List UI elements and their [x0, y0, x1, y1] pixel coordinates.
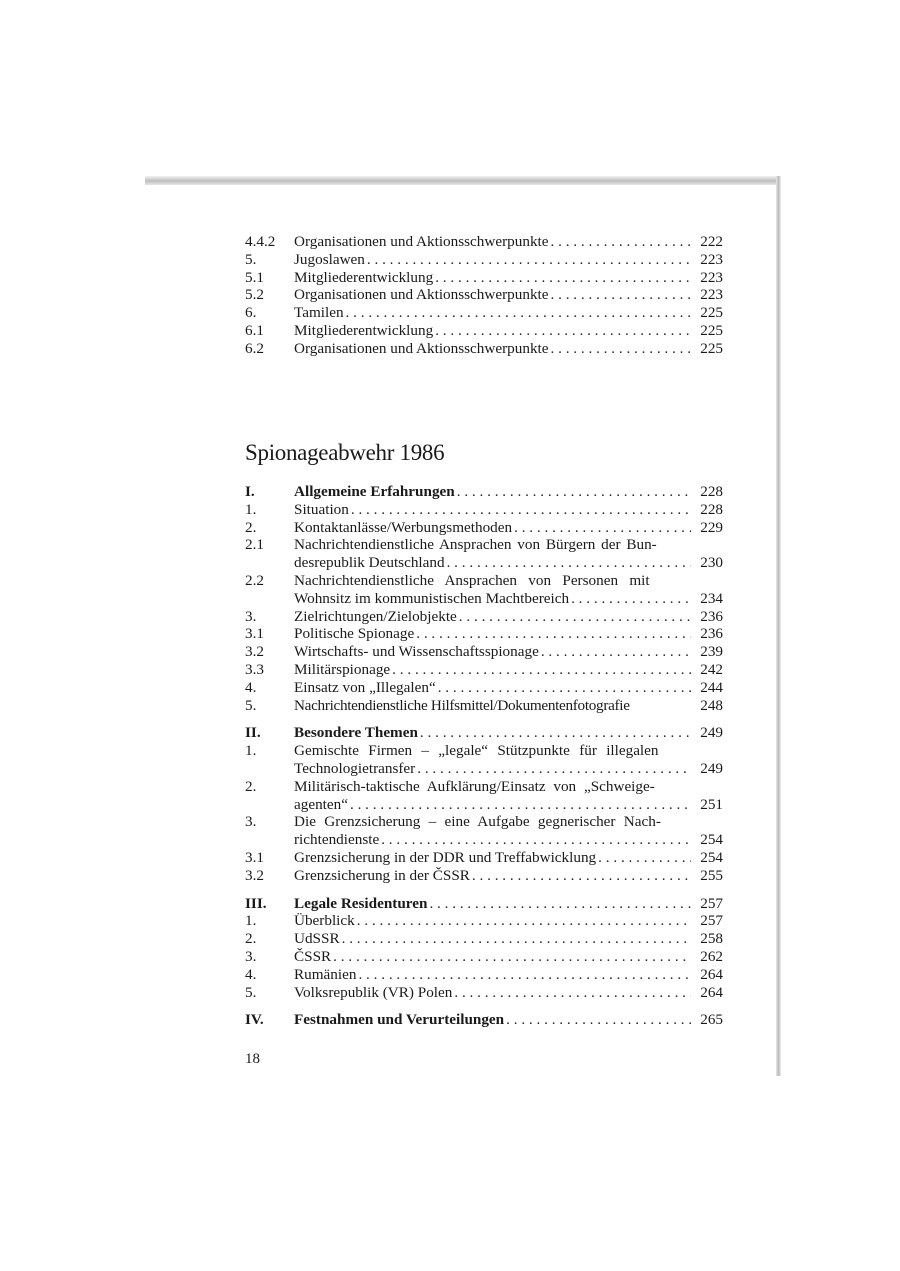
entry-page: 225 [700, 321, 723, 339]
toc-entry[interactable] [245, 679, 723, 697]
entry-number: 3.1 [245, 625, 264, 643]
toc-entry[interactable] [245, 340, 723, 358]
leader-dots [346, 304, 691, 322]
entry-title-line2: agenten“ [294, 795, 348, 813]
entry-title: Rumänien [294, 965, 357, 983]
leader-dots [429, 895, 691, 913]
entry-title: Organisationen und Aktionsschwerpunkte [294, 233, 549, 250]
entry-title-line2: Technologietransfer [294, 759, 416, 777]
leader-dots [551, 340, 692, 358]
entry-title: UdSSR [294, 930, 340, 948]
entry-number: 3. [245, 813, 257, 831]
entry-title-line2: richtendienste [294, 831, 380, 849]
toc-entry[interactable] [245, 322, 723, 340]
leader-dots [333, 948, 691, 966]
leader-dots [541, 643, 691, 661]
entry-number: 5.2 [245, 286, 264, 304]
toc-entry[interactable] [245, 608, 723, 626]
entry-page: 264 [700, 965, 723, 983]
toc-entry[interactable] [245, 984, 723, 1002]
entry-page: 248 [700, 696, 723, 714]
entry-title: Kontaktanlässe/Werbungsmethoden [294, 518, 513, 536]
entry-title-line2: Wohnsitz im kommunistischen Machtbereich [294, 589, 570, 607]
leader-dots [459, 608, 691, 626]
chapter-title: Allgemeine Erfahrungen [294, 483, 455, 500]
chapter-heading[interactable] [245, 895, 723, 913]
leader-dots [435, 269, 691, 287]
entry-title: Einsatz von „Illegalen“ [294, 678, 436, 696]
entry-number: 2.1 [245, 536, 264, 554]
chapter-page: 249 [700, 724, 723, 742]
entry-number: 3.3 [245, 660, 264, 678]
chapter-title: Besondere Themen [294, 724, 418, 742]
chapter-heading[interactable] [245, 483, 723, 501]
entry-title: Volksrepublik (VR) Polen [294, 983, 453, 1001]
entry-page: 251 [700, 795, 723, 813]
toc-entry[interactable] [245, 519, 723, 537]
toc-entry[interactable] [245, 661, 723, 679]
leader-dots [551, 286, 692, 304]
entry-page: 249 [700, 759, 723, 777]
entry-page: 234 [700, 589, 723, 607]
leader-dots [367, 251, 691, 269]
entry-page: 230 [700, 554, 723, 572]
entry-number: 3.1 [245, 848, 264, 866]
entry-number: 4. [245, 678, 257, 696]
leader-dots [435, 322, 691, 340]
entry-title: Jugoslawen [294, 250, 365, 268]
entry-number: 3.2 [245, 866, 264, 884]
toc-entry[interactable] [245, 697, 723, 715]
entry-page: 242 [700, 660, 723, 678]
toc-entry[interactable] [245, 304, 723, 322]
entry-title-line1: Nachrichtendienstliche Ansprachen von Personen mit [294, 571, 650, 589]
toc-entry[interactable] [245, 849, 723, 867]
chapter-page: 265 [700, 1011, 723, 1029]
toc-entry[interactable] [245, 867, 723, 885]
chapter-number: IV. [245, 1011, 264, 1029]
page-number: 18 [245, 1051, 260, 1067]
entry-number: 3.2 [245, 643, 264, 661]
entry-title: Tamilen [294, 304, 344, 322]
entry-title: Grenzsicherung in der DDR und Treffabwicklung [294, 848, 597, 866]
toc-entry-multiline[interactable] [245, 742, 723, 778]
chapter-number: III. [245, 894, 267, 912]
chapter-number: I. [245, 483, 255, 500]
entry-number: 1. [245, 742, 257, 760]
entry-page: 223 [700, 286, 723, 304]
leader-dots [571, 590, 691, 608]
toc-entry[interactable] [245, 625, 723, 643]
toc-entry[interactable] [245, 912, 723, 930]
leader-dots [514, 519, 691, 537]
entry-title: Überblick [294, 912, 355, 930]
chapter-number: II. [245, 724, 261, 742]
entry-number: 6.1 [245, 321, 264, 339]
toc-entry[interactable] [245, 930, 723, 948]
entry-page: 258 [700, 930, 723, 948]
entry-page: 222 [700, 233, 723, 250]
entry-page: 264 [700, 983, 723, 1001]
toc-entry-multiline[interactable] [245, 813, 723, 849]
leader-dots [350, 796, 691, 814]
entry-page: 225 [700, 304, 723, 322]
entry-title: Organisationen und Aktionsschwerpunkte [294, 339, 549, 357]
leader-dots [472, 867, 691, 885]
entry-title: Organisationen und Aktionsschwerpunkte [294, 286, 549, 304]
leader-dots [420, 724, 691, 742]
leader-dots [351, 501, 691, 519]
entry-page: 228 [700, 500, 723, 518]
chapter-title: Legale Residenturen [294, 894, 428, 912]
chapter-heading[interactable] [245, 724, 723, 742]
entry-number: 4. [245, 965, 257, 983]
entry-page: 236 [700, 607, 723, 625]
toc-entry[interactable] [245, 643, 723, 661]
leader-dots [551, 233, 692, 251]
leader-dots [392, 661, 691, 679]
entry-number: 5. [245, 696, 257, 714]
chapter-page: 228 [700, 483, 723, 500]
entry-page: 236 [700, 625, 723, 643]
leader-dots [454, 984, 691, 1002]
entry-title: Nachrichtendienstliche Hilfsmittel/Dokumentenfotografie [294, 696, 630, 714]
toc-chapter-list [245, 483, 723, 1029]
entry-number: 2. [245, 518, 257, 536]
entry-page: 262 [700, 947, 723, 965]
toc-entry[interactable] [245, 966, 723, 984]
entry-number: 2. [245, 930, 257, 948]
leader-dots [417, 760, 691, 778]
leader-dots [438, 679, 691, 697]
page-edge-shadow [145, 176, 778, 185]
entry-number: 1. [245, 912, 257, 930]
entry-page: 254 [700, 831, 723, 849]
leader-dots [416, 625, 691, 643]
entry-number: 6. [245, 304, 257, 322]
entry-page: 244 [700, 678, 723, 696]
leader-dots [457, 483, 691, 501]
entry-title: Mitgliederentwicklung [294, 268, 434, 286]
toc-entry[interactable] [245, 501, 723, 519]
entry-number: 5. [245, 250, 257, 268]
entry-number: 5.1 [245, 268, 264, 286]
chapter-heading[interactable] [245, 1011, 723, 1029]
entry-number: 6.2 [245, 339, 264, 357]
entry-number: 2. [245, 777, 257, 795]
leader-dots [358, 966, 691, 984]
entry-number: 3. [245, 607, 257, 625]
entry-title: Wirtschafts- und Wissenschaftsspionage [294, 643, 539, 661]
entry-title: Politische Spionage [294, 625, 415, 643]
entry-title-line1: Militärisch-taktische Aufklärung/Einsatz von „Schweige- [294, 777, 655, 795]
page-edge-shadow-right [776, 176, 781, 1076]
toc-entry-multiline[interactable] [245, 778, 723, 814]
entry-number: 1. [245, 500, 257, 518]
entry-title-line1: Gemischte Firmen – „legale“ Stützpunkte für illegalen [294, 742, 659, 760]
entry-number: 4.4.2 [245, 233, 276, 250]
toc-entry-multiline[interactable] [245, 572, 723, 608]
entry-number: 3. [245, 947, 257, 965]
entry-number: 2.2 [245, 571, 264, 589]
leader-dots [447, 554, 691, 572]
entry-title: ČSSR [294, 947, 332, 965]
entry-page: 223 [700, 250, 723, 268]
entry-title: Zielrichtungen/Zielobjekte [294, 607, 457, 625]
toc-continued-list [245, 233, 723, 358]
entry-page: 255 [700, 866, 723, 884]
entry-page: 223 [700, 268, 723, 286]
chapter-title: Festnahmen und Verurteilungen [294, 1011, 505, 1029]
toc-entry-multiline[interactable] [245, 536, 723, 572]
toc-entry[interactable] [245, 233, 723, 251]
leader-dots [506, 1011, 691, 1029]
entry-page: 225 [700, 339, 723, 357]
toc-entry[interactable] [245, 251, 723, 269]
entry-title: Grenzsicherung in der ČSSR [294, 866, 470, 884]
toc-entry[interactable] [245, 269, 723, 287]
toc-entry[interactable] [245, 948, 723, 966]
toc-entry[interactable] [245, 286, 723, 304]
leader-dots [381, 831, 691, 849]
entry-number: 5. [245, 983, 257, 1001]
entry-title: Militärspionage [294, 660, 391, 678]
entry-page: 257 [700, 912, 723, 930]
entry-title: Mitgliederentwicklung [294, 321, 434, 339]
entry-page: 229 [700, 518, 723, 536]
entry-title-line1: Die Grenzsicherung – eine Aufgabe gegnerischer Nach- [294, 813, 661, 831]
chapter-page: 257 [700, 894, 723, 912]
entry-title: Situation [294, 500, 349, 518]
section-title: Spionageabwehr 1986 [245, 440, 445, 465]
entry-page: 254 [700, 848, 723, 866]
entry-page: 239 [700, 643, 723, 661]
entry-title-line2: desrepublik Deutschland [294, 554, 445, 572]
leader-dots [342, 930, 691, 948]
leader-dots [598, 849, 691, 867]
leader-dots [357, 912, 691, 930]
entry-title-line1: Nachrichtendienstliche Ansprachen von Bürgern der Bun- [294, 536, 657, 554]
